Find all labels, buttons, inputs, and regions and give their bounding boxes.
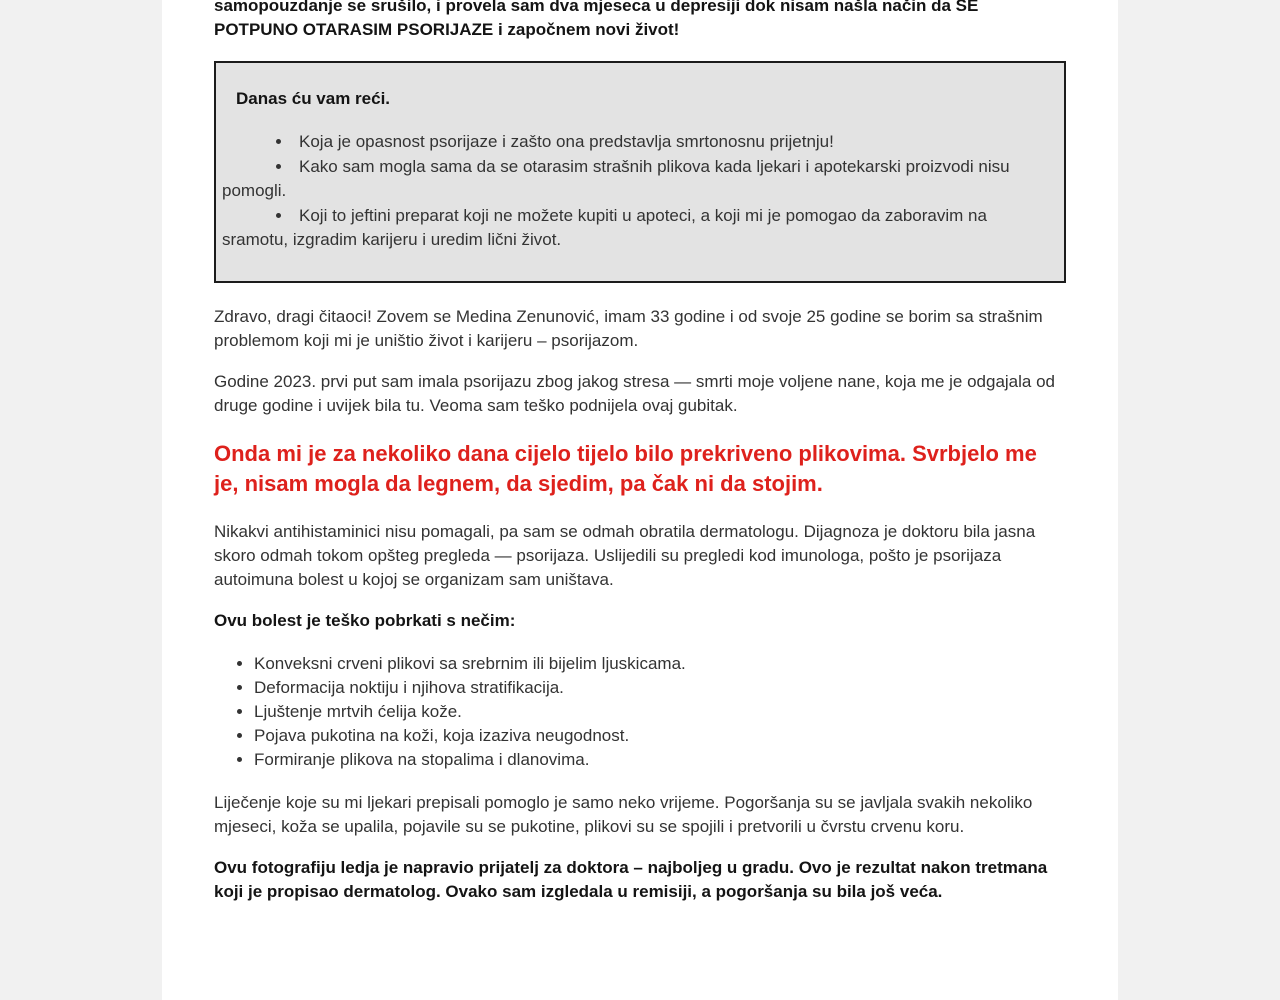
article-content-column	[162, 0, 1118, 1000]
symptoms-list	[214, 652, 1066, 772]
callout-list-item: • Koja je opasnost psorijaze i zašto ona predstavlja smrtonosnu prijetnju!	[222, 130, 1044, 154]
symptom-list-item: • Formiranje plikova na stopalima i dlanovima.	[254, 748, 1066, 772]
intro-paragraph: samopouzdanje se srušilo, i provela sam dva mjeseca u depresiji dok nisam našla način da SE POTPUNO OTARASIM PSORIJAZE i započnem novi život!	[214, 0, 979, 39]
callout-box	[214, 61, 1066, 283]
greeting-paragraph: Zdravo, dragi čitaoci! Zovem se Medina Zenunović, imam 33 godine i od svoje 25 godine se borim sa strašnim problemom koji mi je uništio život i karijeru – psorijazom.	[214, 307, 1043, 350]
diagnosis-paragraph: Nikakvi antihistaminici nisu pomagali, pa sam se odmah obratila dermatologu. Dijagnoza je doktoru bila jasna skoro odmah tokom opšteg pregleda — psorijaza. Uslijedili su pregledi kod imunologa, pošto je psorijaza autoimuna bolest u kojoj se organizam sam uništava.	[214, 522, 1036, 589]
red-emphasis-heading: Onda mi je za nekoliko dana cijelo tijelo bilo prekriveno plikovima. Svrbjelo me je, nisam mogla da legnem, da sjedim, pa čak ni da stojim.	[214, 441, 1037, 496]
callout-list-item: • Koji to jeftini preparat koji ne možete kupiti u apoteci, a koji mi je pomogao da zaboravim na sramotu, izgradim karijeru i uredim lični život.	[222, 204, 1044, 252]
symptom-list-item: • Konveksni crveni plikovi sa srebrnim ili bijelim ljuskicama.	[254, 652, 1066, 676]
symptom-list-item: • Ljuštenje mrtvih ćelija kože.	[254, 700, 1066, 724]
treatment-paragraph: Liječenje koje su mi ljekari prepisali pomoglo je samo neko vrijeme. Pogoršanja su se javljala svakih nekoliko mjeseci, koža se upalila, pojavile su se pukotine, plikovi su se spojili i pretvorili u čvrstu crvenu koru.	[214, 793, 1033, 836]
symptom-list-item: • Pojava pukotina na koži, koja izaziva neugodnost.	[254, 724, 1066, 748]
callout-list-item: • Kako sam mogla sama da se otarasim strašnih plikova kada ljekari i apotekarski proizvodi nisu pomogli.	[222, 155, 1044, 203]
callout-heading: Danas ću vam reći.	[236, 89, 391, 108]
symptoms-title: Ovu bolest je teško pobrkati s nečim:	[214, 611, 516, 630]
backstory-paragraph: Godine 2023. prvi put sam imala psorijazu zbog jakog stresa — smrti moje voljene nane, koja me je odgajala od druge godine i uvijek bila tu. Veoma sam teško podnijela ovaj gubitak.	[214, 372, 1056, 415]
callout-list	[222, 130, 1044, 252]
photo-caption-paragraph: Ovu fotografiju ledja je napravio prijatelj za doktora – najboljeg u gradu. Ovo je rezultat nakon tretmana koji je propisao dermatolog. Ovako sam izgledala u remisiji, a pogoršanja su bila još veća.	[214, 858, 1048, 901]
symptom-list-item: • Deformacija noktiju i njihova stratifikacija.	[254, 676, 1066, 700]
